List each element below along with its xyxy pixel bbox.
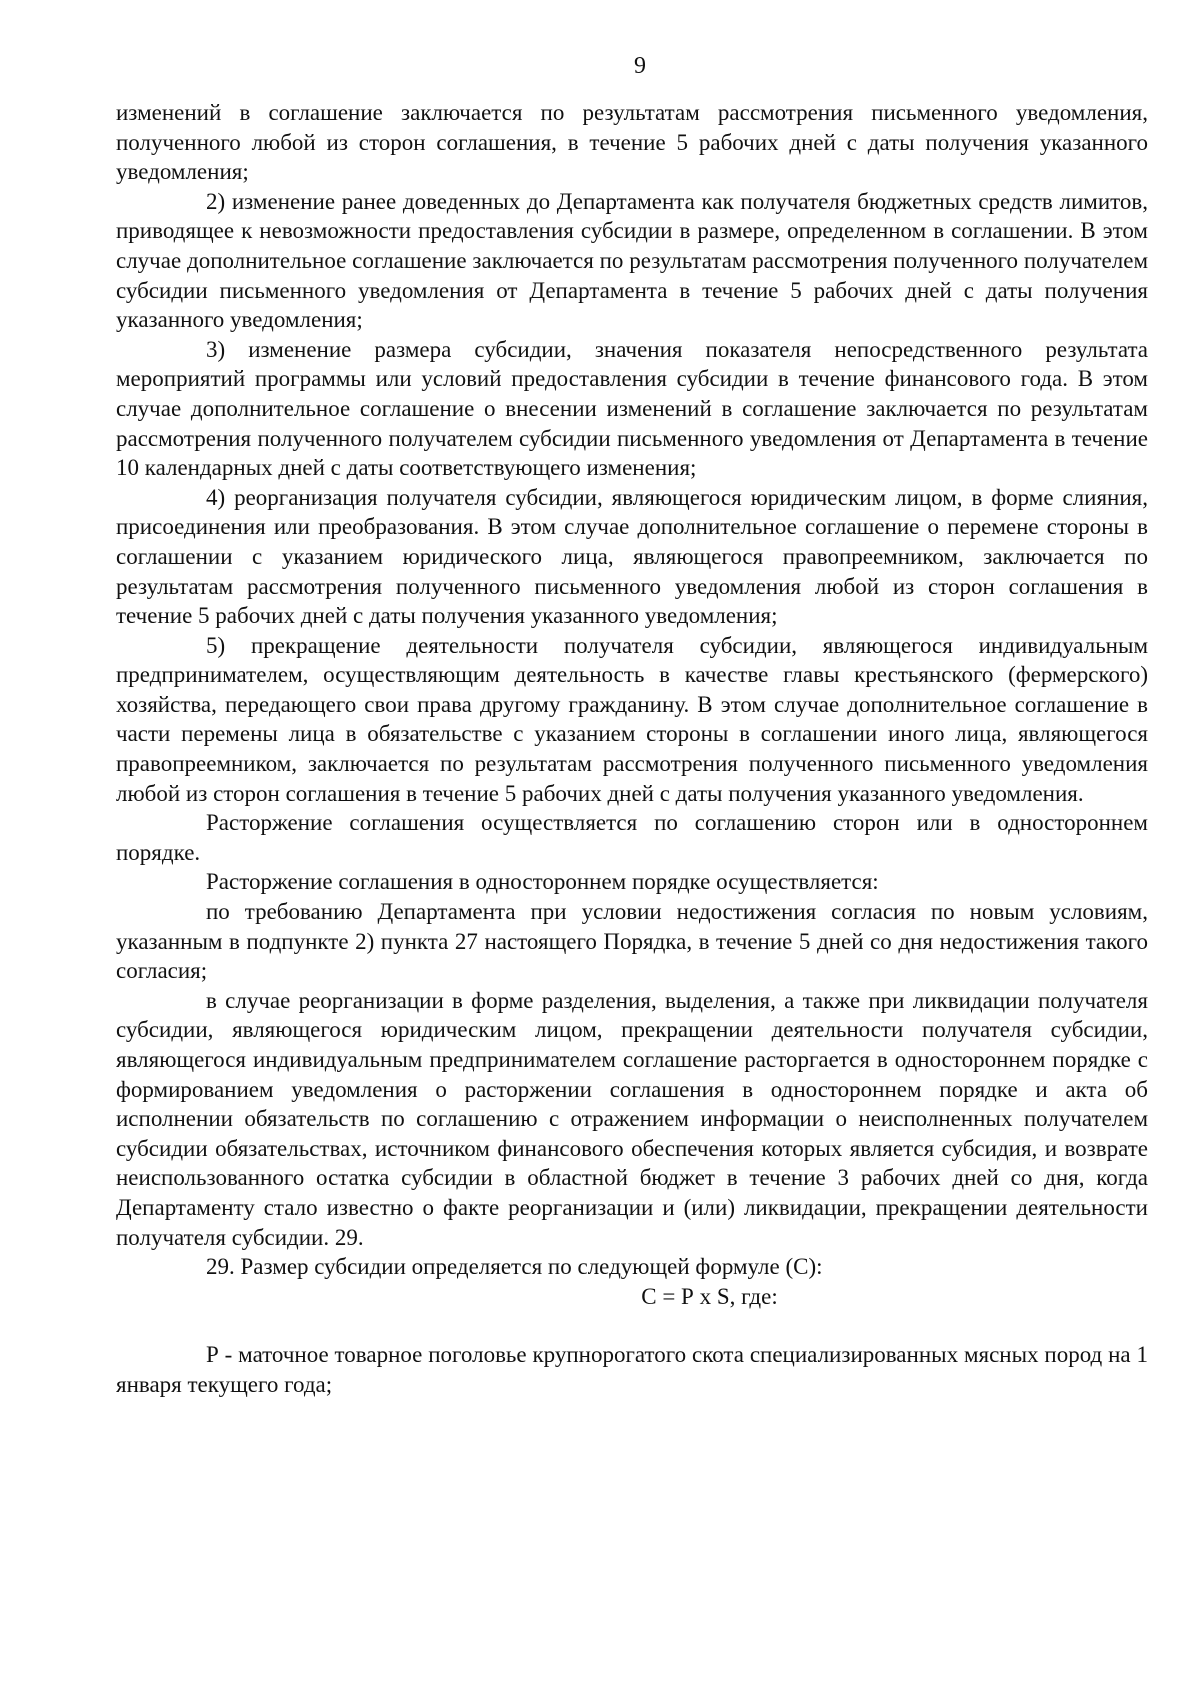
subsidy-formula: С = Р х S, где: xyxy=(641,1283,778,1309)
paragraph-continuation: изменений в соглашение заключается по результатам рассмотрения письменного уведомления, полученного любой из сторон соглашения, в течение 5 рабочих дней с даты получения указанного уведомления; xyxy=(116,100,1148,185)
page-number: 9 xyxy=(634,53,646,79)
paragraph-item-2: 2) изменение ранее доведенных до Департамента как получателя бюджетных средств лимитов, приводящее к невозможности предоставления субсидии в размере, определенном в соглашении. В этом случае дополнительное соглашение заключается по результатам рассмотрения полученного получателем субсидии письменного уведомления от Департамента в течение 5 рабочих дней с даты получения указанного уведомления; xyxy=(116,188,1148,333)
paragraph-formula-definition-p: Р - маточное товарное поголовье крупнорогатого скота специализированных мясных пород на 1 января текущего года; xyxy=(116,1342,1148,1397)
paragraph-department-request: по требованию Департамента при условии недостижения согласия по новым условиям, указанным в подпункте 2) пункта 27 настоящего Порядка, в течение 5 дней со дня недостижения такого согласия; xyxy=(116,899,1148,984)
paragraph-termination: Расторжение соглашения осуществляется по соглашению сторон или в одностороннем порядке. xyxy=(116,810,1148,865)
paragraph-subsidy-size: 29. Размер субсидии определяется по следующей формуле (С): xyxy=(206,1254,823,1280)
document-body xyxy=(116,98,1148,1400)
paragraph-item-3: 3) изменение размера субсидии, значения показателя непосредственного результата мероприятий программы или условий предоставления субсидии в течение финансового года. В этом случае дополнительное соглашение о внесении изменений в соглашение заключается по результатам рассмотрения полученного получателем субсидии письменного уведомления от Департамента в течение 10 календарных дней с даты соответствующего изменения; xyxy=(116,336,1148,481)
paragraph-reorganization-case: в случае реорганизации в форме разделения, выделения, а также при ликвидации получателя субсидии, являющегося юридическим лицом, прекращении деятельности получателя субсидии, являющегося индивидуальным предпринимателем соглашение расторгается в одностороннем порядке с формированием уведомления о расторжении соглашения в одностороннем порядке и акта об исполнении обязательств по соглашению с отражением информации о неисполненных получателем субсидии обязательствах, источником финансового обеспечения которых является субсидия, и возврате неиспользованного остатка субсидии в областной бюджет в течение 3 рабочих дней со дня, когда Департаменту стало известно о факте реорганизации и (или) ликвидации, прекращении деятельности получателя субсидии. 29. xyxy=(116,987,1148,1250)
paragraph-unilateral-termination: Расторжение соглашения в одностороннем порядке осуществляется: xyxy=(206,869,879,895)
paragraph-item-5: 5) прекращение деятельности получателя субсидии, являющегося индивидуальным предпринимателем, осуществляющим деятельность в качестве главы крестьянского (фермерского) хозяйства, передающего свои права другому гражданину. В этом случае дополнительное соглашение в части перемены лица в обязательстве с указанием стороны в соглашении иного лица, являющегося правопреемником, заключается по результатам рассмотрения полученного письменного уведомления любой из сторон соглашения в течение 5 рабочих дней с даты получения указанного уведомления. xyxy=(116,632,1148,806)
paragraph-item-4: 4) реорганизация получателя субсидии, являющегося юридическим лицом, в форме слияния, присоединения или преобразования. В этом случае дополнительное соглашение о перемене стороны в соглашении с указанием юридического лица, являющегося правопреемником, заключается по результатам рассмотрения полученного письменного уведомления любой из сторон соглашения в течение 5 рабочих дней с даты получения указанного уведомления; xyxy=(116,484,1148,629)
